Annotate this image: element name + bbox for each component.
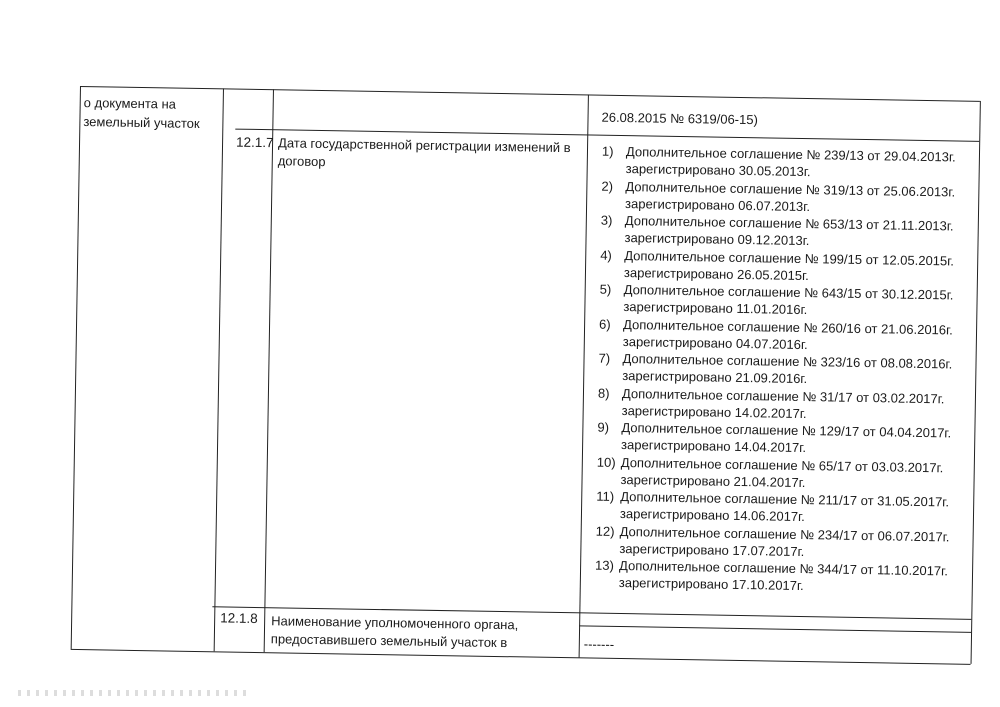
agreement-text: Дополнительное соглашение № 653/13 от 21.11.2013г. [624,213,954,234]
left-column-line-2: земельный участок [83,114,200,131]
table-bottom-border [71,649,971,665]
agreement-text: Дополнительное соглашение № 234/17 от 06.07.2017г. [619,523,950,544]
agreement-text: Дополнительное соглашение № 65/17 от 03.03.2017г. [620,454,944,475]
agreements-list [595,143,982,598]
item-number: 9) [597,419,610,435]
registration-text: зарегистрировано 21.09.2016г. [622,368,808,387]
registration-text: зарегистрировано 26.05.2015г. [623,264,809,283]
row-label-1218-line-1: Наименование уполномоченного органа, [271,613,519,633]
item-number: 6) [599,316,611,332]
agreement-text: Дополнительное соглашение № 344/17 от 11.10.2017г. [618,558,949,579]
registration-text: зарегистрировано 30.05.2013г. [625,161,811,180]
item-number: 12) [595,523,615,539]
agreement-text: Дополнительное соглашение № 31/17 от 03.02.2017г. [621,385,945,406]
registration-text: зарегистрировано 14.02.2017г. [621,402,807,421]
document-table [70,86,980,701]
item-number: 11) [596,488,615,504]
row-label-1217-line-1: Дата государственной регистрации изменений в [277,135,571,156]
registration-text: зарегистрировано 09.12.2013г. [624,230,810,249]
item-number: 4) [600,247,612,263]
column-divider-1 [214,88,224,651]
agreement-text: Дополнительное соглашение № 129/17 от 04.04.2017г. [621,420,952,441]
item-number: 2) [601,178,614,194]
agreement-text: Дополнительное соглашение № 239/13 от 29.04.2013г. [625,144,956,165]
registration-text: зарегистрировано 17.07.2017г. [619,540,805,559]
registration-text: зарегистрировано 17.10.2017г. [618,575,804,594]
list-item [595,557,976,598]
registration-text: зарегистрировано 06.07.2013г. [625,195,811,214]
item-number: 1) [601,143,614,159]
column-divider-2 [264,89,274,652]
item-number: 7) [598,350,611,366]
top-row-value: 26.08.2015 № 6319/06-15) [601,109,759,128]
item-number: 3) [600,212,613,228]
registration-text: зарегистрировано 11.01.2016г. [623,299,808,318]
scan-artifact [18,690,248,696]
agreement-text: Дополнительное соглашение № 199/15 от 12.05.2015г. [624,247,955,269]
column-divider-3 [579,94,589,657]
registration-text: зарегистрировано 14.04.2017г. [621,437,807,456]
registration-text: зарегистрировано 04.07.2016г. [622,333,808,352]
row-value-1218: ------- [583,636,615,652]
row-code-1218: 12.1.8 [220,610,258,627]
agreement-text: Дополнительное соглашение № 260/16 от 21.06.2016г. [623,316,953,338]
agreement-text: Дополнительное соглашение № 643/15 от 30.12.2015г. [623,282,954,303]
agreement-text: Дополнительное соглашение № 323/16 от 08.08.2016г. [622,351,953,372]
value-divider-1218 [579,625,971,632]
item-number: 5) [599,281,612,297]
agreement-text: Дополнительное соглашение № 211/17 от 31.05.2017г. [620,489,950,510]
table-top-border [80,86,980,102]
table-left-border [71,86,81,649]
row-label-1217-line-2: договор [277,153,326,170]
registration-text: зарегистрировано 21.04.2017г. [620,471,806,490]
registration-text: зарегистрировано 14.06.2017г. [619,506,805,525]
left-column-line-1: о документа на [83,95,177,112]
item-number: 10) [596,454,616,470]
row-code-1217: 12.1.7 [235,134,274,151]
agreement-text: Дополнительное соглашение № 319/13 от 25.06.2013г. [625,178,956,200]
item-number: 13) [595,557,615,573]
row-label-1218-line-2: предоставившего земельный участок в [270,631,508,651]
item-number: 8) [597,385,610,401]
